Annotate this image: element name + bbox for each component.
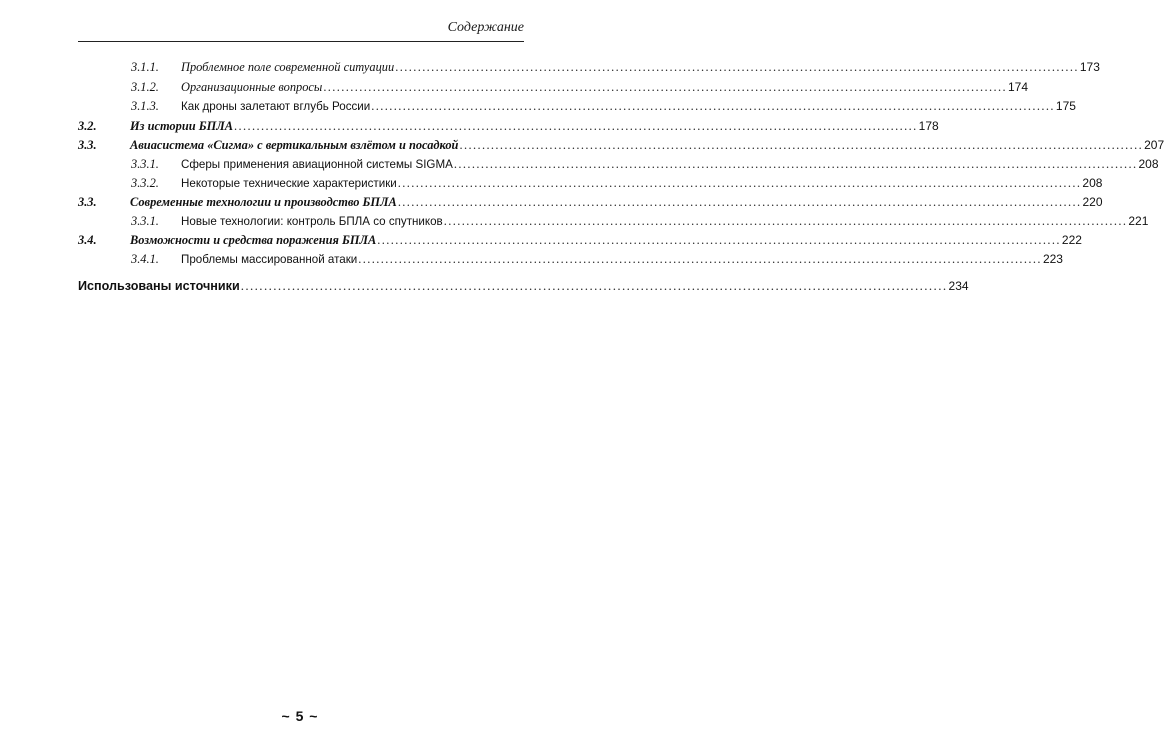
toc-entry-title: Организационные вопросы: [181, 80, 323, 94]
dot-leader: [395, 59, 1079, 75]
toc-entry-title: Некоторые технические характеристики: [181, 177, 397, 190]
toc-entry[interactable]: [78, 118, 939, 134]
dot-leader: [234, 118, 918, 134]
toc-entry-title: Из истории БПЛА: [130, 119, 233, 133]
page-number: ~ 5 ~: [281, 708, 319, 724]
dot-leader: [358, 251, 1042, 267]
toc-entry-page: 174: [1007, 80, 1028, 94]
dot-leader: [241, 278, 948, 294]
dot-leader: [398, 175, 1082, 191]
toc-entry[interactable]: [131, 156, 1159, 173]
toc-entry-page: 207: [1144, 138, 1164, 152]
toc-entry-number: 3.3.: [78, 138, 97, 152]
toc-entry-title: Сферы применения авиационной системы SIGMA: [181, 158, 453, 171]
toc-entry-title: Проблемное поле современной ситуации: [181, 60, 395, 74]
toc-entry-number: 3.1.1.: [131, 60, 159, 74]
toc-entry[interactable]: [131, 98, 1076, 115]
toc-entry-number: 3.2.: [78, 119, 97, 133]
dot-leader: [323, 79, 1007, 95]
toc-entry[interactable]: [131, 213, 1149, 230]
toc-entry[interactable]: [78, 137, 1164, 153]
header-rule: [78, 41, 524, 42]
toc-entry-page: 178: [918, 119, 939, 133]
toc-entry[interactable]: [131, 59, 1100, 75]
toc-entry-page: 208: [1138, 157, 1159, 171]
toc-entry-title: Современные технологии и производство БПЛА: [130, 195, 397, 209]
toc-entry-number: 3.4.1.: [131, 252, 159, 266]
toc-entry-title: Как дроны залетают вглубь России: [181, 100, 371, 113]
toc-entry-number: 3.1.3.: [131, 99, 159, 113]
dot-leader: [398, 194, 1082, 210]
dot-leader: [459, 137, 1143, 153]
toc-entry-page: 234: [948, 279, 969, 293]
dot-leader: [377, 232, 1061, 248]
toc-entry-title: Проблемы массированной атаки: [181, 253, 358, 266]
dot-leader: [371, 98, 1055, 114]
toc-entry-page: 221: [1128, 214, 1149, 228]
toc-entry-number: 3.3.1.: [131, 214, 159, 228]
toc-entry[interactable]: [131, 79, 1028, 95]
dot-leader: [454, 156, 1138, 172]
toc-entry[interactable]: [78, 232, 1082, 248]
toc-entry-number: 3.1.2.: [131, 80, 159, 94]
toc-entry[interactable]: [131, 175, 1103, 192]
toc-entry-sources[interactable]: [78, 278, 969, 294]
toc-entry[interactable]: [78, 194, 1103, 210]
toc-entry-title: Возможности и средства поражения БПЛА: [130, 233, 377, 247]
toc-entry-page: 208: [1082, 176, 1103, 190]
toc-entry-number: 3.4.: [78, 233, 97, 247]
toc-entry-title: Использованы источники: [78, 279, 240, 293]
toc-entry-title: Новые технологии: контроль БПЛА со спутников: [181, 215, 443, 228]
dot-leader: [444, 213, 1128, 229]
toc-entry-page: 222: [1061, 233, 1082, 247]
toc-entry-page: 220: [1082, 195, 1103, 209]
running-header: Содержание: [447, 20, 524, 35]
toc-entry-number: 3.3.2.: [131, 176, 159, 190]
toc-entry-number: 3.3.: [78, 195, 97, 209]
toc-entry-page: 175: [1055, 99, 1076, 113]
toc-entry-title: Авиасистема «Сигма» с вертикальным взлётом и посадкой: [130, 138, 459, 152]
toc-entry[interactable]: [131, 251, 1063, 268]
toc-entry-page: 223: [1042, 252, 1063, 266]
toc-entry-page: 173: [1079, 60, 1100, 74]
toc-entry-number: 3.3.1.: [131, 157, 159, 171]
